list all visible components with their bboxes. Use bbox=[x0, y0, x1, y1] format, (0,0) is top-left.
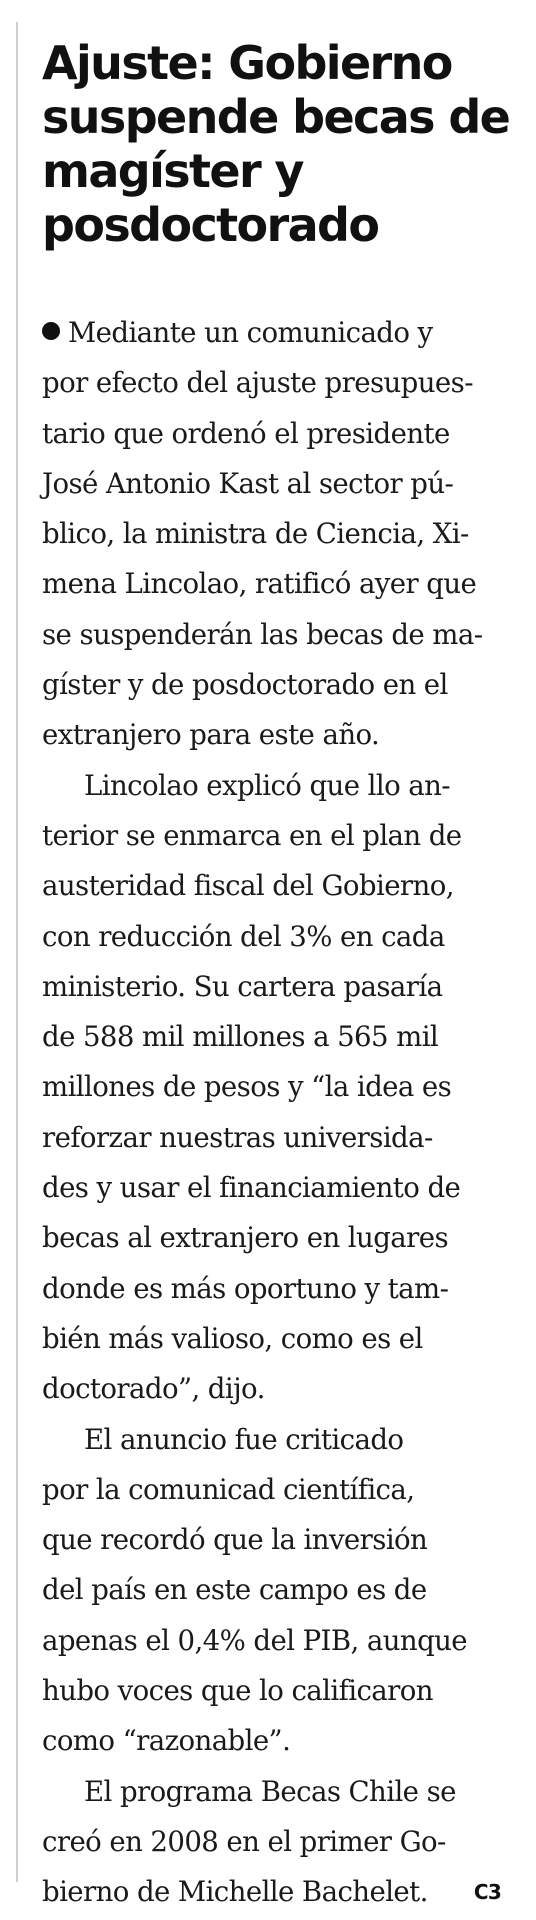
body-line: bierno de Michelle Bachelet. bbox=[42, 1875, 428, 1909]
body-line: José Antonio Kast al sector pú- bbox=[42, 466, 454, 500]
headline bbox=[42, 36, 516, 252]
headline-line: magíster y bbox=[42, 144, 303, 198]
body-line: gíster y de posdoctorado en el bbox=[42, 668, 448, 702]
bullet-icon bbox=[42, 322, 60, 340]
body-line: por efecto del ajuste presupues- bbox=[42, 366, 473, 400]
body-line: bién más valioso, como es el bbox=[42, 1321, 423, 1355]
body-line: que recordó que la inversión bbox=[42, 1523, 428, 1557]
body-line: por la comunicad científica, bbox=[42, 1472, 415, 1506]
body-line: tario que ordenó el presidente bbox=[42, 416, 450, 450]
headline-line: Ajuste: Gobierno bbox=[42, 36, 452, 90]
body-line: reforzar nuestras universida- bbox=[42, 1120, 433, 1154]
body-line: des y usar el financiamiento de bbox=[42, 1171, 461, 1205]
end-mark-icon: C3 bbox=[473, 1880, 502, 1905]
body-line: con reducción del 3% en cada bbox=[42, 919, 445, 953]
body-line: Lincolao explicó que llo an- bbox=[84, 768, 451, 802]
body-line: apenas el 0,4% del PIB, aunque bbox=[42, 1623, 468, 1657]
body-line: ministerio. Su cartera pasaría bbox=[42, 969, 443, 1003]
paragraph-2 bbox=[42, 761, 516, 1415]
body-line: austeridad fiscal del Gobierno, bbox=[42, 869, 454, 903]
body-line: creó en 2008 en el primer Go- bbox=[42, 1824, 446, 1858]
body-line: de 588 mil millones a 565 mil bbox=[42, 1020, 439, 1054]
body-line: millones de pesos y “la idea es bbox=[42, 1070, 452, 1104]
body-line: del país en este campo es de bbox=[42, 1573, 427, 1607]
body-line: terior se enmarca en el plan de bbox=[42, 818, 462, 852]
body-line: El programa Becas Chile se bbox=[84, 1774, 456, 1808]
headline-line: posdoctorado bbox=[42, 198, 379, 252]
paragraph-4 bbox=[42, 1767, 516, 1918]
body-line: se suspenderán las becas de ma- bbox=[42, 617, 483, 651]
body-line: extranjero para este año. bbox=[42, 718, 380, 752]
headline-line: suspende becas de bbox=[42, 90, 510, 144]
body-line: El anuncio fue criticado bbox=[84, 1422, 404, 1456]
body-line: blico, la ministra de Ciencia, Xi- bbox=[42, 517, 469, 551]
article-body bbox=[42, 308, 516, 1918]
body-line: hubo voces que lo calificaron bbox=[42, 1674, 433, 1708]
body-line: como “razonable”. bbox=[42, 1724, 291, 1758]
column-divider bbox=[16, 22, 18, 1882]
paragraph-1 bbox=[42, 308, 516, 761]
body-line: becas al extranjero en lugares bbox=[42, 1221, 448, 1255]
body-line: mena Lincolao, ratificó ayer que bbox=[42, 567, 477, 601]
body-line: donde es más oportuno y tam- bbox=[42, 1271, 449, 1305]
body-line: Mediante un comunicado y bbox=[68, 316, 433, 349]
body-line: doctorado”, dijo. bbox=[42, 1372, 265, 1406]
paragraph-3 bbox=[42, 1415, 516, 1767]
article bbox=[42, 36, 516, 1918]
